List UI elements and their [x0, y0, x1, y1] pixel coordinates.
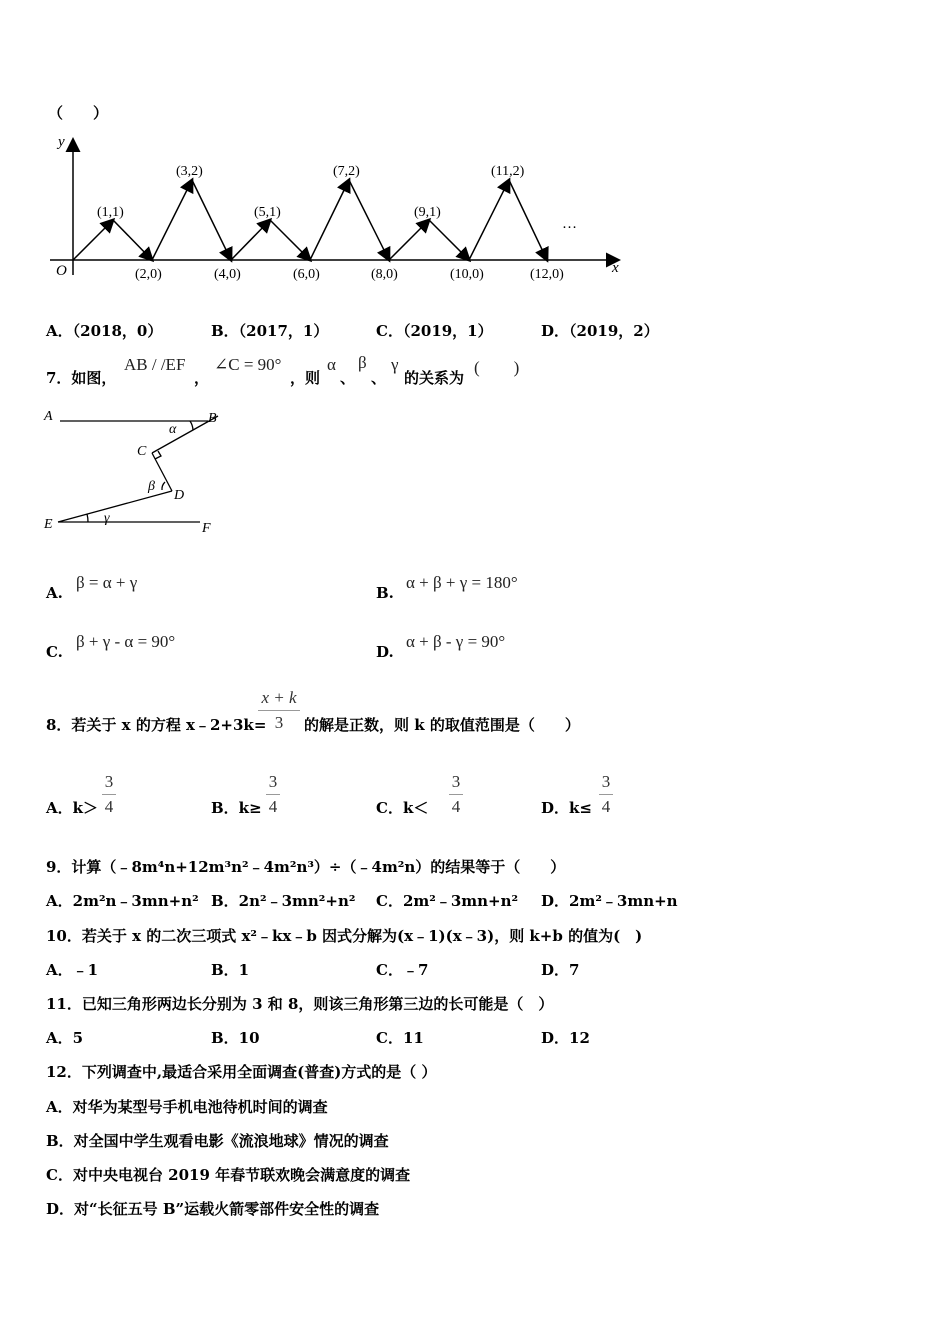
q8-fraction: [258, 688, 300, 733]
q7-gamma: γ: [391, 355, 399, 374]
q7-alpha: α: [327, 355, 336, 374]
q7-option-c-label[interactable]: C.: [46, 643, 63, 661]
fraction-numerator: x + k: [261, 688, 297, 707]
q7-sep: 、: [371, 369, 387, 387]
point-a-label: A: [44, 409, 53, 424]
q7-option-a-label[interactable]: A.: [46, 584, 63, 602]
q9-option-c[interactable]: C．2m²﹣3mn+n²: [376, 892, 519, 910]
q6-option-c[interactable]: C．（2019，1）: [376, 322, 493, 340]
point-b-label: B: [208, 411, 217, 426]
angle-beta-label: β: [148, 479, 155, 494]
q12-option-c[interactable]: C．对中央电视台 2019 年春节联欢晚会满意度的调查: [46, 1166, 411, 1184]
q6-option-a[interactable]: A．（2018，0）: [46, 322, 163, 340]
point-d-label: D: [174, 488, 185, 503]
q10-option-c[interactable]: C．﹣7: [376, 961, 429, 979]
q11-option-c[interactable]: C．11: [376, 1029, 424, 1047]
q7-beta: β: [358, 353, 367, 372]
q8-option-c-label[interactable]: C．k＜: [376, 799, 429, 817]
q8-option-d-label[interactable]: D．k≤: [541, 799, 592, 817]
q7-geometry-figure: [40, 402, 270, 542]
peak-label: (5,1): [254, 205, 281, 220]
q7-sep: 、: [340, 369, 356, 387]
q11-stem: 11．已知三角形两边长分别为 3 和 8，则该三角形第三边的长可能是（ ）: [46, 995, 554, 1013]
q10-option-b[interactable]: B．1: [211, 961, 250, 979]
q12-option-a[interactable]: A．对华为某型号手机电池待机时间的调查: [46, 1098, 328, 1116]
q7-option-b-expr: α + β + γ = 180°: [406, 573, 518, 592]
q7-option-a-expr: β = α + γ: [76, 573, 138, 592]
point-f-label: F: [202, 521, 211, 536]
q8-option-b-fraction: 3 4: [266, 772, 280, 817]
q11-option-a[interactable]: A．5: [46, 1029, 84, 1047]
q10-stem: 10．若关于 x 的二次三项式 x²﹣kx﹣b 因式分解为(x﹣1)(x﹣3)，则 k+b 的值为( ): [46, 927, 643, 945]
q12-option-b[interactable]: B．对全国中学生观看电影《流浪地球》情况的调查: [46, 1132, 389, 1150]
q6-zigzag-graph: [0, 0, 950, 300]
q7-cond-parallel: AB / /EF: [124, 355, 186, 374]
fraction-denominator: 3: [274, 713, 284, 732]
zero-label: (8,0): [371, 267, 398, 282]
q9-option-b[interactable]: B．2n²﹣3mn²+n²: [211, 892, 356, 910]
ellipsis: …: [562, 216, 577, 232]
q10-option-d[interactable]: D．7: [541, 961, 580, 979]
peak-label: (1,1): [97, 205, 124, 220]
q8-stem-before: 8．若关于 x 的方程 x﹣2+3k=: [46, 716, 267, 734]
q11-option-b[interactable]: B．10: [211, 1029, 260, 1047]
q9-option-d[interactable]: D．2m²﹣3mn+n: [541, 892, 678, 910]
q7-cond-angle: ∠C = 90°: [214, 355, 282, 374]
q9-stem: 9．计算（﹣8m⁴n+12m³n²﹣4m²n³）÷（﹣4m²n）的结果等于（ ）: [46, 858, 566, 876]
origin-label: O: [56, 263, 67, 279]
peak-label: (11,2): [491, 164, 525, 179]
axis-y-label: y: [58, 134, 65, 150]
q7-option-d-expr: α + β - γ = 90°: [406, 632, 506, 651]
q8-option-b-label[interactable]: B．k≥: [211, 799, 262, 817]
axis-x-label: x: [612, 260, 619, 276]
zero-label: (4,0): [214, 267, 241, 282]
q6-answer-paren: （ ）: [48, 104, 109, 122]
angle-alpha-label: α: [169, 422, 177, 437]
peak-label: (3,2): [176, 164, 203, 179]
zero-label: (6,0): [293, 267, 320, 282]
zero-label: (12,0): [530, 267, 564, 282]
q12-option-d[interactable]: D．对“长征五号 B”运载火箭零部件安全性的调查: [46, 1200, 380, 1218]
q12-stem: 12．下列调查中,最适合采用全面调查(普查)方式的是（ ）: [46, 1063, 437, 1081]
q7-then: ，则: [290, 369, 321, 387]
peak-label: (7,2): [333, 164, 360, 179]
point-c-label: C: [137, 444, 147, 459]
q7-answer-paren: ( ): [474, 358, 520, 377]
angle-gamma-label: γ: [104, 511, 110, 526]
q10-option-a[interactable]: A．﹣1: [46, 961, 99, 979]
peak-label: (9,1): [414, 205, 441, 220]
q8-option-d-fraction: 3 4: [599, 772, 613, 817]
q6-option-d[interactable]: D．（2019，2）: [541, 322, 659, 340]
q8-option-a-fraction: 3 4: [102, 772, 116, 817]
q7-option-d-label[interactable]: D.: [376, 643, 394, 661]
q9-option-a[interactable]: A．2m²n﹣3mn+n²: [46, 892, 199, 910]
q11-option-d[interactable]: D．12: [541, 1029, 590, 1047]
q7-prefix: 7．如图，: [46, 369, 117, 387]
q8-option-a-label[interactable]: A．k＞: [46, 799, 99, 817]
q8-stem-after: 的解是正数，则 k 的取值范围是（ ）: [304, 716, 580, 734]
q7-comma: ，: [194, 369, 210, 387]
q7-option-c-expr: β + γ - α = 90°: [76, 632, 176, 651]
point-e-label: E: [44, 517, 53, 532]
zero-label: (2,0): [135, 267, 162, 282]
zero-label: (10,0): [450, 267, 484, 282]
q6-option-b[interactable]: B．（2017，1）: [211, 322, 329, 340]
q7-option-b-label[interactable]: B.: [376, 584, 394, 602]
q7-suffix: 的关系为: [404, 369, 465, 387]
q8-option-c-fraction: 3 4: [449, 772, 463, 817]
